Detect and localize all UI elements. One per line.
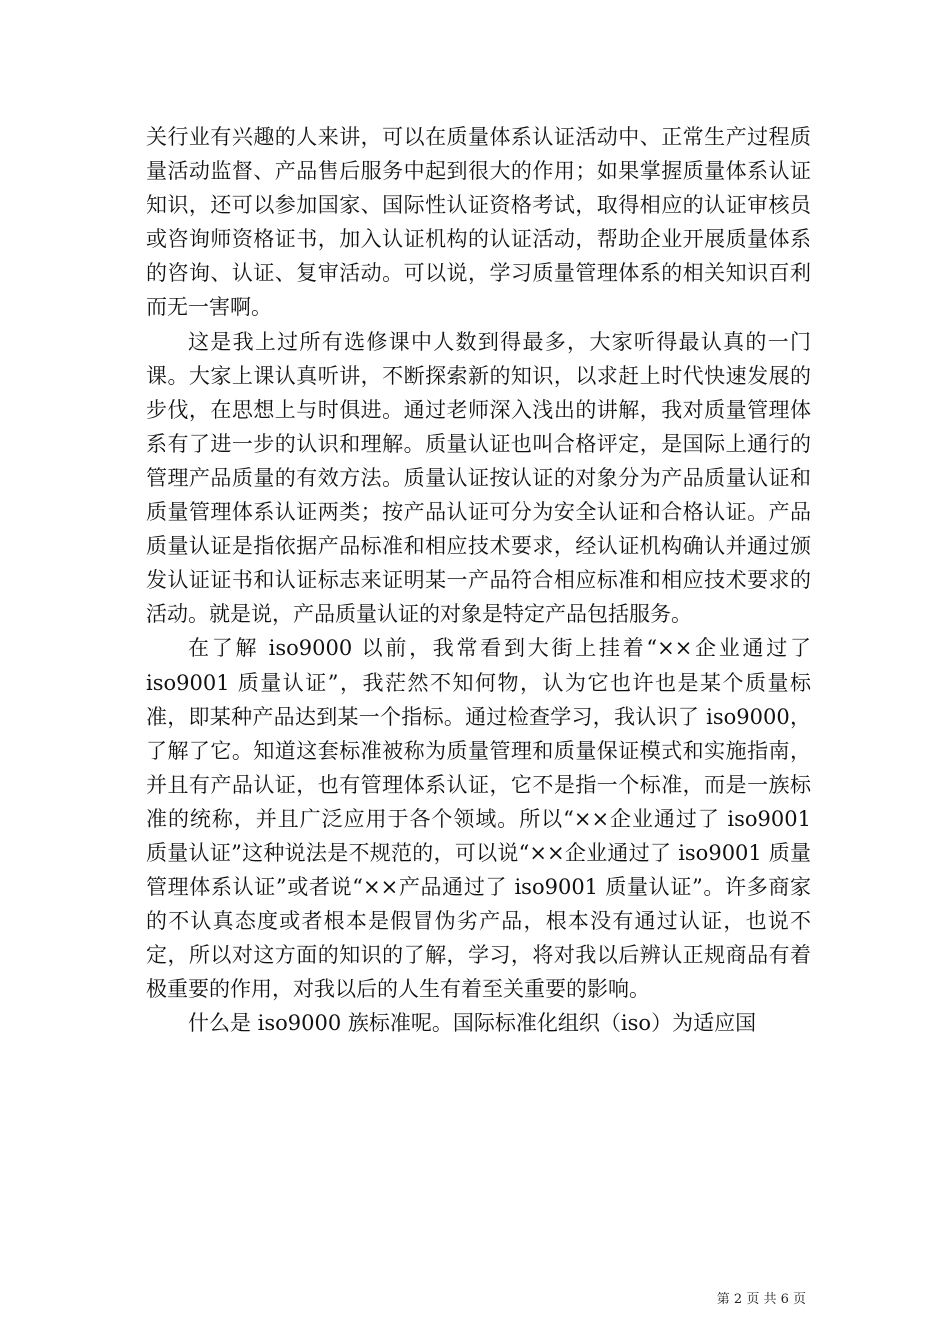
paragraph-1: 关行业有兴趣的人来讲，可以在质量体系认证活动中、正常生产过程质量活动监督、产品售后服务中起到很大的作用；如果掌握质量体系认证知识，还可以参加国家、国际性认证资格考试，取得相应的认证审核员或咨询师资格证书，加入认证机构的认证活动，帮助企业开展质量体系的咨询、认证、复审活动。可以说，学习质量管理体系的相关知识百利而无一害啊。	[146, 125, 811, 320]
document-body	[146, 120, 811, 1041]
page-number-footer: 第 2 页 共 6 页	[716, 1292, 806, 1307]
paragraph-4: 什么是 iso9000 族标准呢。国际标准化组织（iso）为适应国	[188, 1011, 757, 1036]
paragraph-3: 在了解 iso9000 以前，我常看到大街上挂着“××企业通过了 iso9001 质量认证”，我茫然不知何物，认为它也许也是某个质量标准，即某种产品达到某一个指标。通过检查学习，我认识了 iso9000，了解了它。知道这套标准被称为质量管理和质量保证模式和实施指南，并且有产品认证，也有管理体系认证，它不是指一个标准，而是一族标准的统称，并且广泛应用于各个领域。所以“××企业通过了 iso9001 质量认证”这种说法是不规范的，可以说“××企业通过了 iso9001 质量管理体系认证”或者说“××产品通过了 iso9001 质量认证”。许多商家的不认真态度或者根本是假冒伪劣产品，根本没有通过认证，也说不定，所以对这方面的知识的了解，学习，将对我以后辨认正规商品有着极重要的作用，对我以后的人生有着至关重要的影响。	[146, 636, 811, 1002]
paragraph-2: 这是我上过所有选修课中人数到得最多，大家听得最认真的一门课。大家上课认真听讲，不断探索新的知识，以求赶上时代快速发展的步伐，在思想上与时俱进。通过老师深入浅出的讲解，我对质量管理体系有了进一步的认识和理解。质量认证也叫合格评定，是国际上通行的管理产品质量的有效方法。质量认证按认证的对象分为产品质量认证和质量管理体系认证两类；按产品认证可分为安全认证和合格认证。产品质量认证是指依据产品标准和相应技术要求，经认证机构确认并通过颁发认证证书和认证标志来证明某一产品符合相应标准和相应技术要求的活动。就是说，产品质量认证的对象是特定产品包括服务。	[146, 329, 811, 627]
